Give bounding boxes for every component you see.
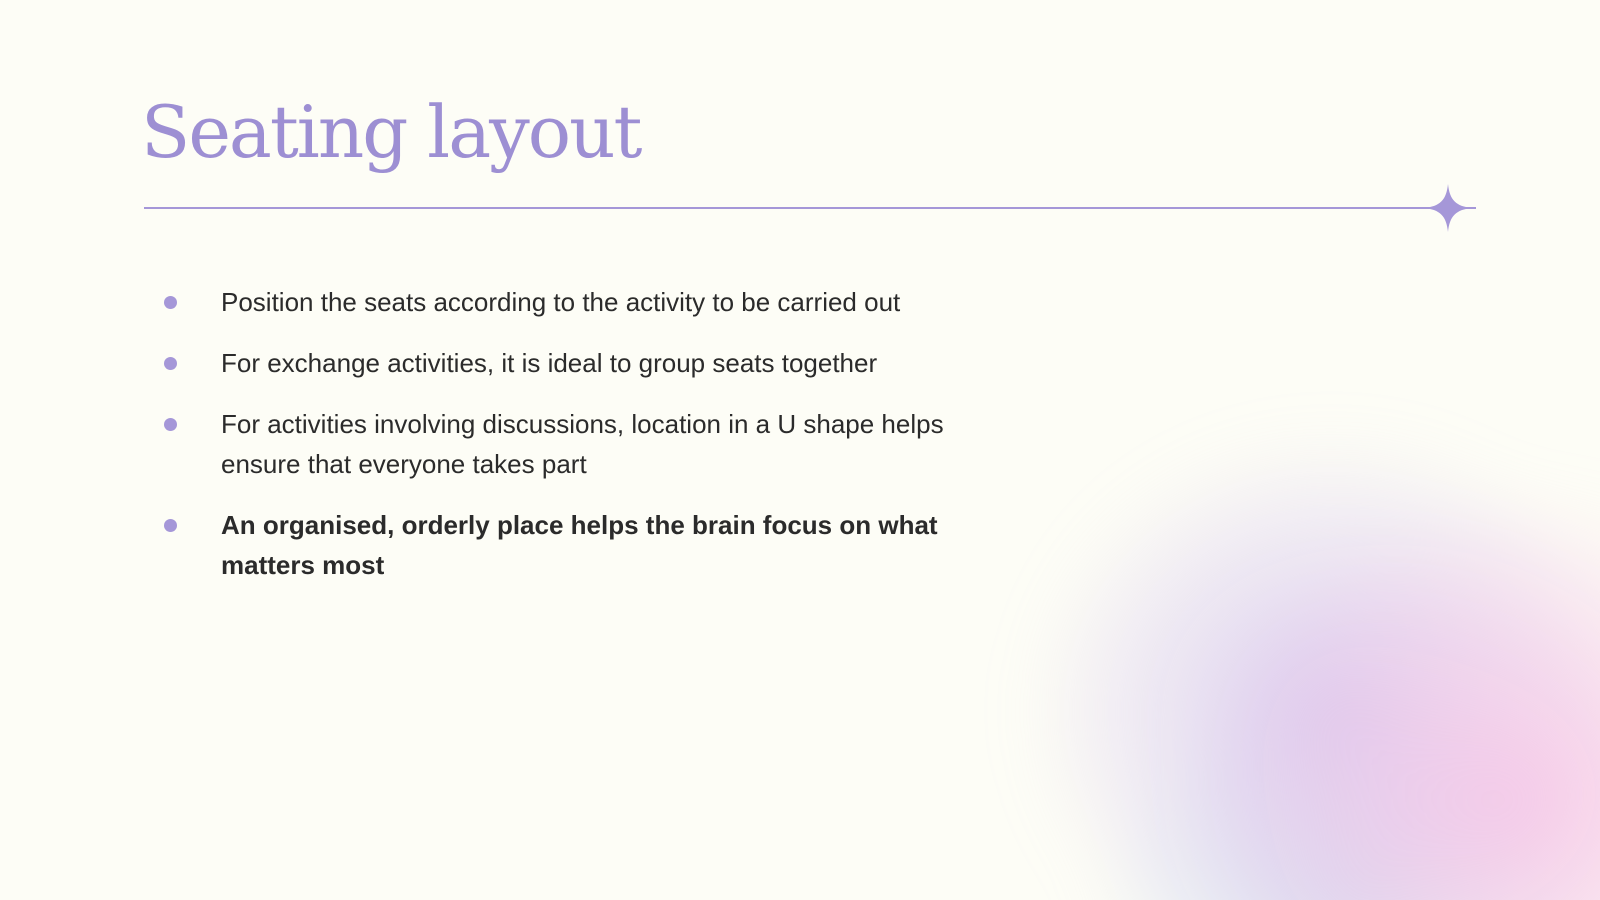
bullet-dot-icon (164, 418, 177, 431)
bullet-text: For activities involving discussions, location in a U shape helps ensure that everyone takes part (221, 409, 944, 479)
bullet-item-seat-position (160, 282, 1020, 322)
bullet-item-organised-place (160, 505, 1020, 585)
slide-title: Seating layout (141, 90, 641, 174)
bullet-item-exchange-activities (160, 343, 1020, 383)
bullet-item-u-shape-discussions (160, 404, 1020, 484)
bullet-dot-icon (164, 296, 177, 309)
gradient-blob-decoration (970, 370, 1600, 900)
bullet-text: Position the seats according to the activity to be carried out (221, 287, 901, 317)
bullet-list (160, 282, 1020, 606)
bullet-dot-icon (164, 519, 177, 532)
bullet-text: For exchange activities, it is ideal to group seats together (221, 348, 878, 378)
four-point-sparkle-icon (1424, 184, 1472, 232)
bullet-dot-icon (164, 357, 177, 370)
bullet-text: An organised, orderly place helps the brain focus on what matters most (221, 510, 938, 580)
title-divider-line (144, 207, 1476, 209)
